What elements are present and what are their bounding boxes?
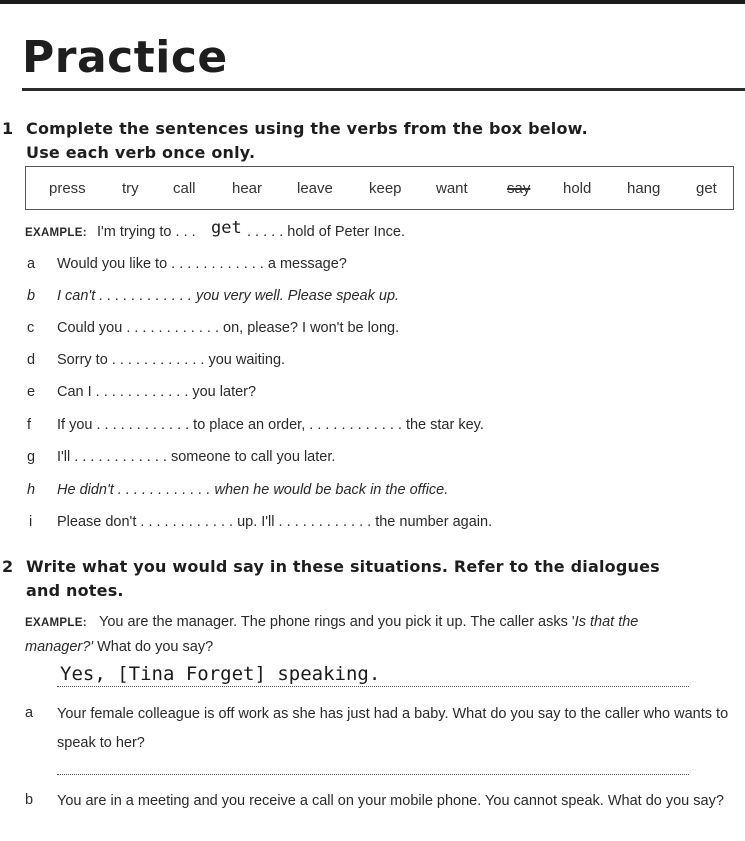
item-a-label: a	[25, 705, 34, 721]
item-label: f	[27, 417, 32, 433]
item-label: g	[27, 449, 36, 465]
section-1-heading	[2, 118, 742, 164]
verb-get: get	[696, 180, 717, 197]
example-text-before: I'm trying to . . .	[97, 224, 196, 240]
item-text: Could you . . . . . . . . . . . . on, please? I won't be long.	[57, 320, 400, 336]
exercise-item-c	[25, 318, 725, 340]
item-text: I can't . . . . . . . . . . . . you very well. Please speak up.	[57, 288, 400, 304]
example-text-line1-plain: You are the manager. The phone rings and you pick it up. The caller asks '	[99, 614, 575, 630]
verb-keep: keep	[369, 180, 402, 197]
item-text: I'll . . . . . . . . . . . . someone to call you later.	[57, 449, 336, 465]
item-text: If you . . . . . . . . . . . . to place an order, . . . . . . . . . . . . the star key.	[57, 417, 484, 433]
verb-box	[25, 166, 734, 210]
verb-hear: hear	[232, 180, 263, 197]
item-label: b	[27, 288, 36, 304]
section-1-instruction-line2: Use each verb once only.	[26, 143, 256, 162]
item-text: Sorry to . . . . . . . . . . . . you waiting.	[57, 352, 286, 368]
example-label: EXAMPLE:	[25, 617, 87, 629]
item-label: d	[27, 352, 36, 368]
verb-hold: hold	[563, 180, 592, 197]
example-text-after: . . . . . hold of Peter Ince.	[247, 224, 405, 240]
exercise-item-e	[25, 382, 725, 404]
section-2-number: 2	[2, 557, 14, 576]
example-text-line2	[25, 637, 213, 657]
situation-item-b: You are in a meeting and you receive a call on your mobile phone. You cannot speak. What do you say?	[57, 793, 724, 809]
section-2-heading	[2, 556, 742, 602]
exercise-item-d	[25, 350, 725, 372]
verb-try: try	[122, 180, 139, 197]
exercise-item-f	[25, 415, 725, 437]
exercise-item-a	[25, 254, 725, 276]
verb-call: call	[173, 180, 196, 197]
example-handwritten-answer-2: Yes, [Tina Forget] speaking.	[60, 663, 381, 685]
page-title: Practice	[22, 32, 228, 83]
item-label: h	[27, 482, 36, 498]
situation-item-a: Your female colleague is off work as she has just had a baby. What do you say to the caller who wants to speak to her?	[57, 706, 729, 751]
item-text: Would you like to . . . . . . . . . . . . a message?	[57, 256, 347, 272]
item-label: c	[27, 320, 35, 336]
section-1-example	[25, 218, 725, 244]
exercise-item-b	[25, 286, 725, 308]
item-label: i	[29, 514, 33, 530]
item-text: Can I . . . . . . . . . . . . you later?	[57, 384, 257, 400]
example-text-line1-italic: Is that the	[574, 614, 639, 630]
item-label: a	[27, 256, 36, 272]
item-text: He didn't . . . . . . . . . . . . when he would be back in the office.	[57, 482, 449, 498]
section-2-instruction-line1: Write what you would say in these situations. Refer to the dialogues	[26, 557, 660, 576]
item-text: Please don't . . . . . . . . . . . . up. I'll . . . . . . . . . . . . the number again.	[57, 514, 493, 530]
example-handwritten-answer: get	[211, 218, 242, 238]
verb-press: press	[49, 180, 86, 197]
example-text-line1	[99, 612, 638, 632]
section-1-instruction-line1: Complete the sentences using the verbs from the box below.	[26, 119, 588, 138]
title-underline	[22, 88, 745, 91]
exercise-item-g	[25, 447, 725, 469]
section-1-number: 1	[2, 119, 14, 138]
top-border	[0, 0, 745, 4]
example-answer-line	[57, 686, 689, 687]
example-text-line2-italic: manager?'	[25, 639, 94, 655]
section-2-instruction-line2: and notes.	[26, 581, 124, 600]
verb-want: want	[436, 180, 468, 197]
verb-say-crossed-out: say	[507, 180, 531, 197]
item-label: e	[27, 384, 36, 400]
verb-leave: leave	[297, 180, 333, 197]
example-label: EXAMPLE:	[25, 227, 87, 239]
example-text-line2-plain: What do you say?	[93, 639, 214, 655]
exercise-item-i	[25, 512, 725, 534]
section-2-example-line1	[25, 612, 740, 634]
exercise-item-h	[25, 480, 725, 502]
answer-line-a[interactable]	[57, 774, 689, 775]
section-2-example-line2	[25, 637, 740, 659]
verb-hang: hang	[627, 180, 661, 197]
item-b-label: b	[25, 792, 34, 808]
